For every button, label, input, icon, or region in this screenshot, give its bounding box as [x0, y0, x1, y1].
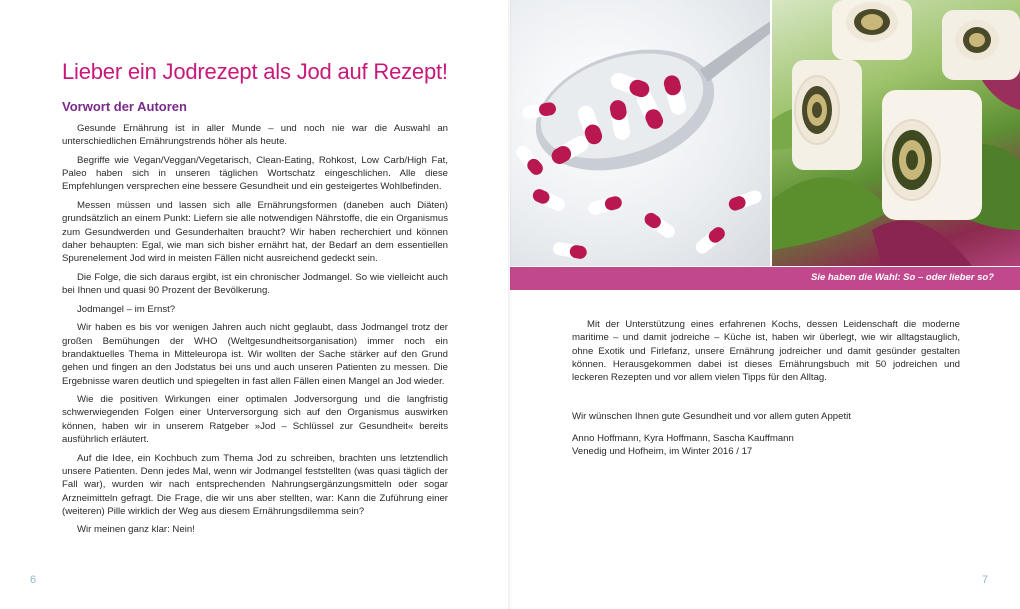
paragraph: Jodmangel – im Ernst? [77, 303, 176, 315]
paragraph: Begriffe wie Vegan/Veggan/Vegetarisch, Clean-Eating, Rohkost, Low Carb/High Fat, Paleo haben sich in unseren täglichen Wortschatz eingeschlichen. Alle diese Empfehlungen versprechen eine bessere Gesundheit und ein gesteigertes Wohlbefinden. [62, 154, 448, 193]
paragraph: Auf die Idee, ein Kochbuch zum Thema Jod zu schreiben, brachten uns letztendlich unsere Patienten. Denn jedes Mal, wenn wir Jodmangel feststellten (was quasi täglich der Fall war), wurden wir nach entsprechenden Nahrungsergänzungsmitteln oder sogar Arzneimitteln gefragt. Die Frage, die wir uns aber stellten, war: Kann die Zuführung einer (weiteren) Pille wirklich der Weg aus diesem Ernährungsdilemma sein? [62, 452, 448, 517]
place-date: Venedig und Hofheim, im Winter 2016 / 17 [572, 446, 753, 458]
section-heading: Vorwort der Autoren [62, 99, 187, 114]
paragraph: Wie die positiven Wirkungen einer optimalen Jodversorgung und die langfristig schwerwiegenden Folgen einer Unterversorgung sich auf den Organismus auswirken können, haben wir in unserem Ratgeber »Jod – Schlüssel zur Gesundheit« bereits ausführlich erläutert. [62, 394, 448, 446]
paragraph: Mit der Unterstützung eines erfahrenen Kochs, dessen Leidenschaft die moderne maritime – und damit jodreiche – Küche ist, haben wir überlegt, wie wir alltagstauglich, ohne Exotik und Firlefanz, unsere Ernährung jodreicher und damit gesünder gestalten können. Herausgekommen dabei ist dieses Ernährungsbuch mit 50 jodreichen und leckeren Rezepten und vor allem vielen Tipps für den Alltag. [572, 319, 960, 384]
closing-greeting: Wir wünschen Ihnen gute Gesundheit und vor allem guten Appetit [572, 411, 851, 422]
page-number-left: 6 [30, 574, 37, 586]
paragraph: Messen müssen und lassen sich alle Ernährungsformen (daneben auch Diäten) grundsätzlich an einem Punkt: Liefern sie alle notwendigen Nährstoffe, die ein Organismus zum Gesundwerden und Gesunderhalten braucht? Wir haben recherchiert und können daher behaupten: Egal, wie man sich bisher ernährt hat, der Bedarf an dem essentiellen Spurenelement Jod wird in meisten Fällen nicht ausreichend gedeckt sein. [62, 200, 448, 265]
paragraph: Wir haben es bis vor wenigen Jahren auch nicht geglaubt, dass Jodmangel trotz der großen Bemühungen der WHO (Weltgesundheitsorganisation) immer noch ein brandaktuelles Thema in Mitteleuropa ist. Wir wollten der Sache stärker auf den Grund gehen und fingen an den Jodstatus bei uns und auch unseren Patienten zu messen. Die Ergebnisse waren deutlich und spiegelten in fast allen Fällen einen Mangel an Jod wieder. [62, 322, 448, 387]
pills-spoon-photo [510, 0, 770, 266]
salad-rolls-illustration [772, 0, 1020, 266]
paragraph: Die Folge, die sich daraus ergibt, ist ein chronischer Jodmangel. So wie vielleicht auch bei Ihnen und quasi 90 Prozent der Bevölkerung. [62, 271, 448, 297]
signature-block [572, 432, 794, 459]
right-page [510, 0, 1020, 609]
caption-bar [510, 267, 1020, 290]
page-title: Lieber ein Jodrezept als Jod auf Rezept! [62, 59, 448, 84]
paragraph: Wir meinen ganz klar: Nein! [77, 524, 195, 536]
book-gutter [508, 0, 512, 609]
pills-illustration [510, 0, 770, 266]
foreword-continued [572, 318, 960, 384]
image-caption: Sie haben die Wahl: So – oder lieber so? [810, 272, 994, 283]
authors: Anno Hoffmann, Kyra Hoffmann, Sascha Kauffmann [572, 433, 794, 444]
paragraph: Gesunde Ernährung ist in aller Munde – und noch nie war die Auswahl an unterschiedlichen Ernährungstrends höher als heute. [62, 123, 448, 148]
page-number-right: 7 [982, 574, 989, 586]
salad-photo [772, 0, 1020, 266]
foreword-text [62, 122, 448, 542]
